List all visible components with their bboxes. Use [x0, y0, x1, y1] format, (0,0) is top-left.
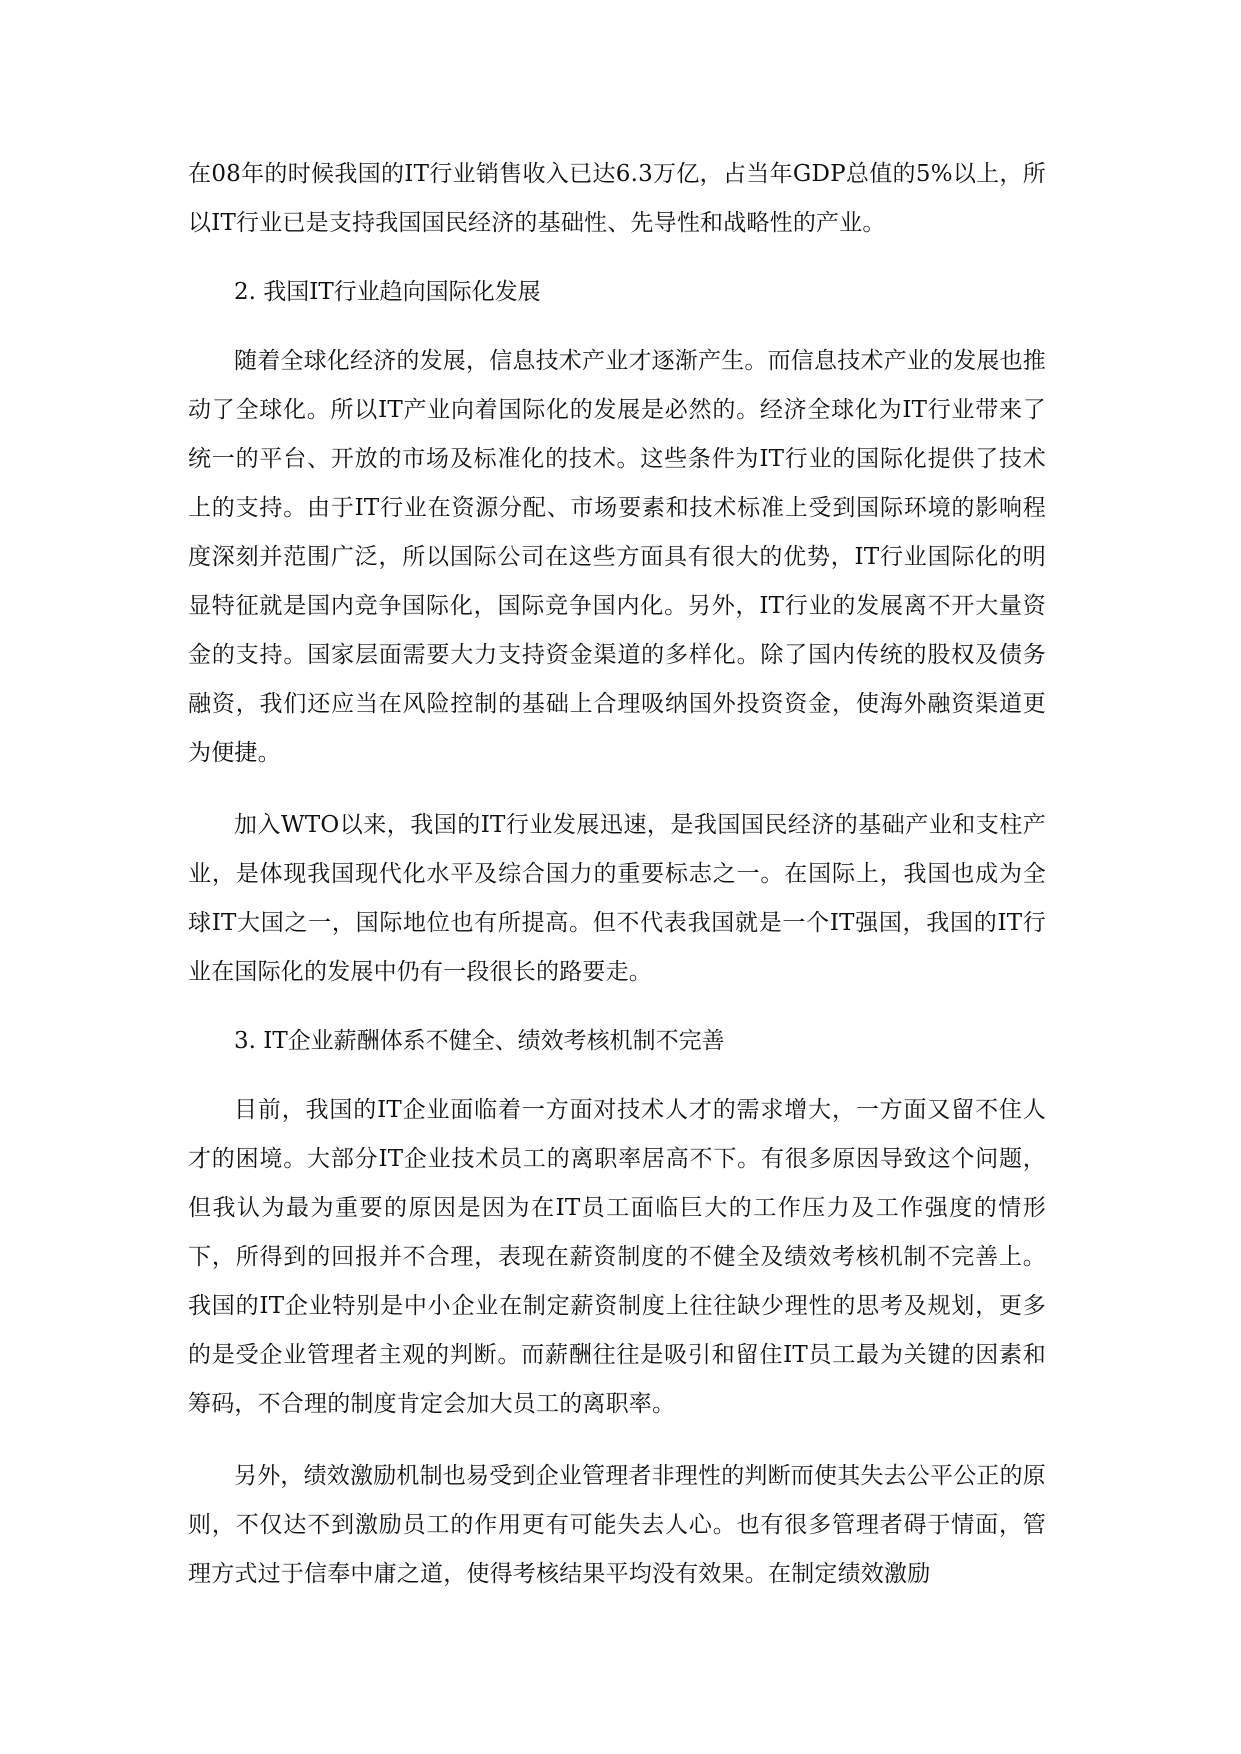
section-heading-3: 3. IT企业薪酬体系不健全、绩效考核机制不完善 [234, 1028, 725, 1054]
paragraph-continuation: 在08年的时候我国的IT行业销售收入已达6.3万亿，占当年GDP总值的5%以上，所以IT行业已是支持我国国民经济的基础性、先导性和战略性的产业。 [188, 161, 1046, 236]
section-heading-2: 2. 我国IT行业趋向国际化发展 [234, 279, 541, 305]
document-body [188, 150, 1046, 1599]
paragraph-wto: 加入WTO以来，我国的IT行业发展迅速，是我国国民经济的基础产业和支柱产业，是体现我国现代化水平及综合国力的重要标志之一。在国际上，我国也成为全球IT大国之一，国际地位也有所提高。但不代表我国就是一个IT强国，我国的IT行业在国际化的发展中仍有一段很长的路要走。 [188, 812, 1046, 985]
paragraph-salary-system: 目前，我国的IT企业面临着一方面对技术人才的需求增大，一方面又留不住人才的困境。大部分IT企业技术员工的离职率居高不下。有很多原因导致这个问题，但我认为最为重要的原因是因为在IT员工面临巨大的工作压力及工作强度的情形下，所得到的回报并不合理，表现在薪资制度的不健全及绩效考核机制不完善上。我国的IT企业特别是中小企业在制定薪资制度上往往缺少理性的思考及规划，更多的是受企业管理者主观的判断。而薪酬往往是吸引和留住IT员工最为关键的因素和筹码，不合理的制度肯定会加大员工的离职率。 [188, 1097, 1046, 1417]
paragraph-performance-incentive: 另外，绩效激励机制也易受到企业管理者非理性的判断而使其失去公平公正的原则，不仅达不到激励员工的作用更有可能失去人心。也有很多管理者碍于情面，管理方式过于信奉中庸之道，使得考核结果平均没有效果。在制定绩效激励 [188, 1463, 1046, 1587]
paragraph-internationalization: 随着全球化经济的发展，信息技术产业才逐渐产生。而信息技术产业的发展也推动了全球化。所以IT产业向着国际化的发展是必然的。经济全球化为IT行业带来了统一的平台、开放的市场及标准化的技术。这些条件为IT行业的国际化提供了技术上的支持。由于IT行业在资源分配、市场要素和技术标准上受到国际环境的影响程度深刻并范围广泛，所以国际公司在这些方面具有很大的优势，IT行业国际化的明显特征就是国内竞争国际化，国际竞争国内化。另外，IT行业的发展离不开大量资金的支持。国家层面需要大力支持资金渠道的多样化。除了国内传统的股权及债务融资，我们还应当在风险控制的基础上合理吸纳国外投资资金，使海外融资渠道更为便捷。 [188, 348, 1046, 766]
